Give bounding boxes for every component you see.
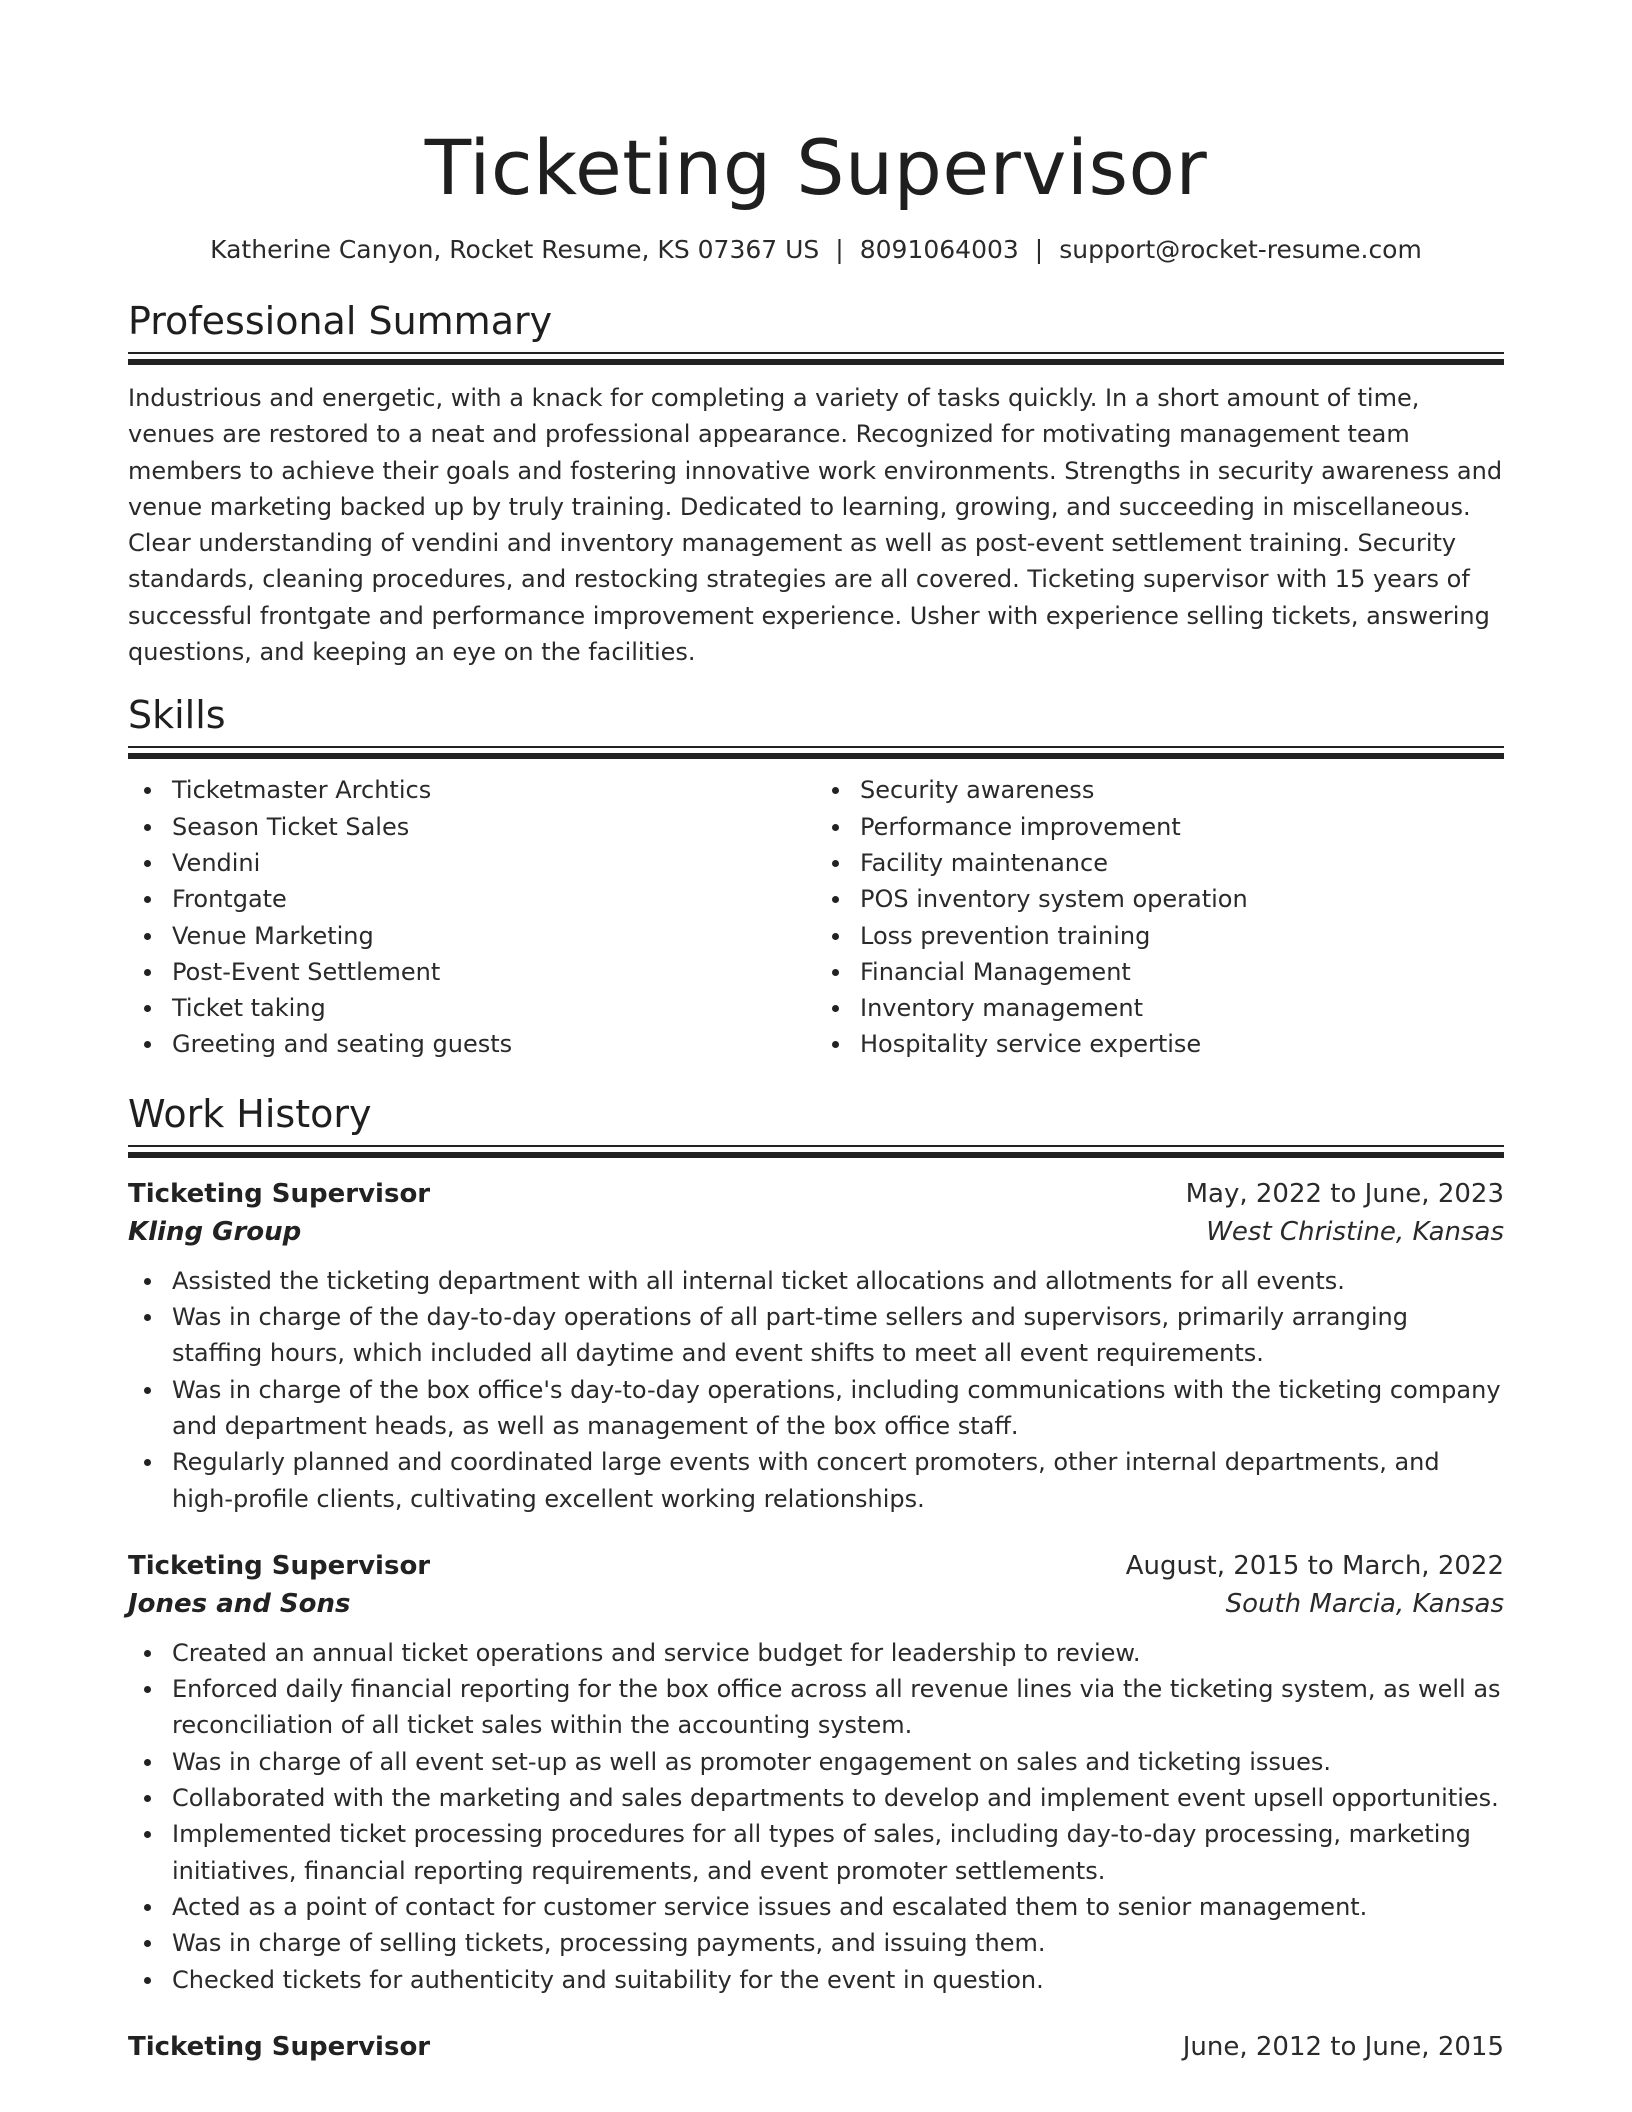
skills-heading: Skills: [128, 693, 226, 738]
contact-email: support@rocket-resume.com: [1059, 235, 1422, 264]
skill-item: Venue Marketing: [128, 918, 816, 954]
skill-item: Frontgate: [128, 881, 816, 917]
work-history-section: [128, 1091, 1504, 2066]
job-entry: [128, 1175, 1504, 1517]
skills-section: [128, 692, 1504, 1062]
job-duty: Was in charge of the box office's day-to-day operations, including communications with the ticketing company and department heads, as well as management of the box office staff.: [128, 1372, 1504, 1445]
job-title: Ticketing Supervisor: [128, 1550, 431, 1581]
skill-item: Security awareness: [816, 772, 1504, 808]
skill-item: Loss prevention training: [816, 918, 1504, 954]
section-divider: [128, 1145, 1504, 1159]
job-title: Ticketing Supervisor: [128, 1178, 431, 1209]
section-divider: [128, 746, 1504, 760]
job-dates: June, 2012 to June, 2015: [1182, 2031, 1504, 2062]
job-duty: Was in charge of all event set-up as well as promoter engagement on sales and ticketing issues.: [128, 1744, 1504, 1780]
skill-item: Ticket taking: [128, 990, 816, 1026]
job-company: Jones and Sons: [128, 1588, 351, 1619]
skill-item: Ticketmaster Archtics: [128, 772, 816, 808]
contact-address: Katherine Canyon, Rocket Resume, KS 07367 US: [210, 235, 820, 264]
job-duty: Implemented ticket processing procedures for all types of sales, including day-to-day processing, marketing initiatives, financial reporting requirements, and event promoter settlements.: [128, 1816, 1504, 1889]
job-header: [128, 1547, 1504, 1585]
skill-item: Inventory management: [816, 990, 1504, 1026]
work-history-heading: Work History: [128, 1091, 372, 1136]
skill-item: Facility maintenance: [816, 845, 1504, 881]
summary-section: [128, 298, 1504, 670]
job-subheader: [128, 1585, 1504, 1623]
job-entry: [128, 1547, 1504, 1998]
skills-columns: [128, 772, 1504, 1062]
job-duty: Created an annual ticket operations and service budget for leadership to review.: [128, 1635, 1504, 1671]
job-duty: Acted as a point of contact for customer service issues and escalated them to senior management.: [128, 1889, 1504, 1925]
skill-item: Season Ticket Sales: [128, 809, 816, 845]
job-entry: [128, 2028, 1504, 2066]
skill-item: Hospitality service expertise: [816, 1026, 1504, 1062]
job-duty: Was in charge of the day-to-day operations of all part-time sellers and supervisors, primarily arranging staffing hours, which included all daytime and event shifts to meet all event requirements.: [128, 1299, 1504, 1372]
job-dates: August, 2015 to March, 2022: [1125, 1550, 1504, 1581]
skill-item: Greeting and seating guests: [128, 1026, 816, 1062]
job-duty: Was in charge of selling tickets, processing payments, and issuing them.: [128, 1925, 1504, 1961]
skills-list-right: [816, 772, 1504, 1062]
resume-title: Ticketing Supervisor: [424, 123, 1208, 212]
skill-item: Post-Event Settlement: [128, 954, 816, 990]
job-title: Ticketing Supervisor: [128, 2031, 431, 2062]
skill-item: Financial Management: [816, 954, 1504, 990]
skill-item: Vendini: [128, 845, 816, 881]
job-header: [128, 2028, 1504, 2066]
contact-separator: |: [1034, 235, 1044, 264]
job-location: South Marcia, Kansas: [1225, 1588, 1504, 1619]
skill-item: POS inventory system operation: [816, 881, 1504, 917]
job-duties: [128, 1635, 1504, 1998]
job-duties: [128, 1263, 1504, 1517]
skill-item: Performance improvement: [816, 809, 1504, 845]
job-duty: Collaborated with the marketing and sales departments to develop and implement event upsell opportunities.: [128, 1780, 1504, 1816]
job-duty: Assisted the ticketing department with all internal ticket allocations and allotments for all events.: [128, 1263, 1504, 1299]
job-subheader: [128, 1213, 1504, 1251]
job-location: West Christine, Kansas: [1206, 1216, 1504, 1247]
summary-text: Industrious and energetic, with a knack for completing a variety of tasks quickly. In a short amount of time, venues are restored to a neat and professional appearance. Recognized for motivating management team members to achieve their goals and fostering innovative work environments. Strengths in security awareness and venue marketing backed up by truly training. Dedicated to learning, growing, and succeeding in miscellaneous. Clear understanding of vendini and inventory management as well as post-event settlement training. Security standards, cleaning procedures, and restocking strategies are all covered. Ticketing supervisor with 15 years of successful frontgate and performance improvement experience. Usher with experience selling tickets, answering questions, and keeping an eye on the facilities.: [128, 384, 1503, 667]
summary-heading: Professional Summary: [128, 299, 553, 343]
job-duty: Regularly planned and coordinated large events with concert promoters, other internal departments, and high-profile clients, cultivating excellent working relationships.: [128, 1444, 1504, 1517]
contact-separator: |: [835, 235, 844, 264]
job-dates: May, 2022 to June, 2023: [1185, 1178, 1504, 1209]
skills-list-left: [128, 772, 816, 1062]
job-duty: Enforced daily financial reporting for the box office across all revenue lines via the ticketing system, as well as reconciliation of all ticket sales within the accounting system.: [128, 1671, 1504, 1744]
resume-page: [128, 0, 1504, 2066]
job-header: [128, 1175, 1504, 1213]
section-divider: [128, 352, 1504, 366]
contact-phone: 8091064003: [859, 235, 1019, 264]
job-company: Kling Group: [128, 1216, 302, 1247]
contact-line: [128, 234, 1504, 266]
job-duty: Checked tickets for authenticity and suitability for the event in question.: [128, 1962, 1504, 1998]
